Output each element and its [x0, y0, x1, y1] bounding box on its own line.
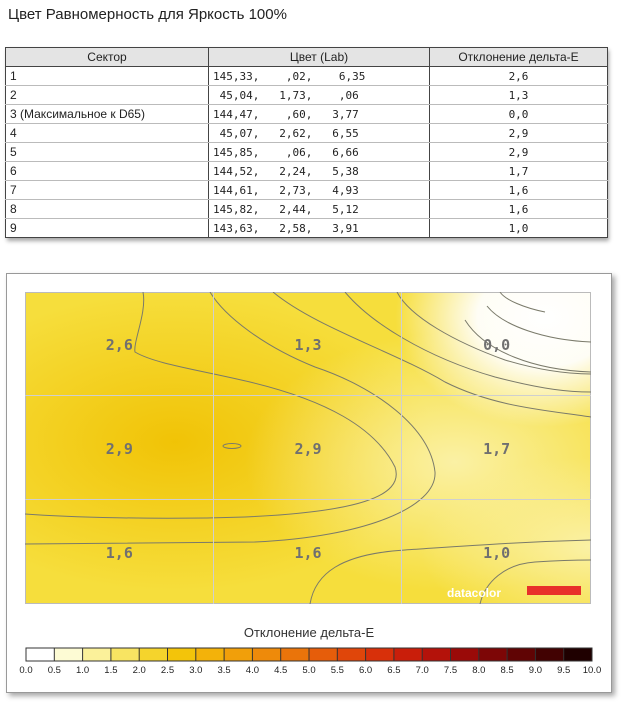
lab-cell: 45,04, 1,73, ,06	[209, 86, 430, 105]
legend-swatch	[196, 648, 225, 661]
sector-cell: 8	[6, 200, 209, 219]
cell-label: 1,3	[294, 336, 322, 354]
legend-tick-label: 5.0	[302, 665, 316, 676]
legend-tick-label: 3.5	[217, 665, 231, 676]
cell-label: 1,7	[483, 440, 511, 458]
sector-cell: 3 (Максимальное к D65)	[6, 105, 209, 124]
cell-label: 1,6	[294, 544, 322, 562]
cell-label: 2,9	[294, 440, 322, 458]
legend-title: Отклонение дельта-E	[243, 625, 375, 640]
legend-tick-label: 0.0	[19, 665, 33, 676]
sector-cell: 1	[6, 67, 209, 86]
table-row	[6, 143, 608, 162]
table-row	[6, 219, 608, 238]
legend-tick-label: 8.0	[472, 665, 486, 676]
lab-cell: 145,82, 2,44, 5,12	[209, 200, 430, 219]
legend-swatch	[252, 648, 281, 661]
lab-cell: 144,61, 2,73, 4,93	[209, 181, 430, 200]
cell-label: 0,0	[483, 336, 511, 354]
lab-cell: 45,07, 2,62, 6,55	[209, 124, 430, 143]
legend-tick-label: 1.5	[104, 665, 118, 676]
legend-tick-label: 9.5	[557, 665, 571, 676]
lab-cell: 143,63, 2,58, 3,91	[209, 219, 430, 238]
legend-swatch	[54, 648, 83, 661]
sector-cell: 4	[6, 124, 209, 143]
legend-swatch	[451, 648, 480, 661]
delta-e-cell: 1,6	[430, 181, 608, 200]
page-title: Цвет Равномерность для Яркость 100%	[8, 6, 287, 23]
delta-e-cell: 2,9	[430, 143, 608, 162]
cell-label: 1,0	[483, 544, 511, 562]
uniformity-chart-frame	[6, 273, 612, 693]
legend-swatch	[224, 648, 253, 661]
header-lab: Цвет (Lab)	[209, 48, 430, 67]
delta-e-cell: 1,3	[430, 86, 608, 105]
legend-tick-label: 2.0	[132, 665, 146, 676]
legend-tick-label: 9.0	[528, 665, 543, 676]
sector-cell: 7	[6, 181, 209, 200]
uniformity-heatmap	[25, 292, 591, 604]
legend-swatch	[337, 648, 366, 661]
legend-tick-label: 7.5	[443, 665, 458, 676]
legend-tick-label: 4.5	[274, 665, 288, 676]
delta-e-cell: 1,6	[430, 200, 608, 219]
legend-tick-label: 0.5	[47, 665, 61, 676]
legend-tick-label: 3.0	[189, 665, 203, 676]
lab-cell: 144,47, ,60, 3,77	[209, 105, 430, 124]
delta-e-cell: 2,6	[430, 67, 608, 86]
legend-tick-label: 6.5	[387, 665, 401, 676]
legend-swatch	[168, 648, 197, 661]
table-row	[6, 181, 608, 200]
legend-swatch	[309, 648, 338, 661]
legend-swatch	[111, 648, 140, 661]
sector-cell: 2	[6, 86, 209, 105]
legend-swatch	[479, 648, 508, 661]
table-row	[6, 105, 608, 124]
legend-tick-label: 10.0	[582, 665, 602, 676]
lab-cell: 144,52, 2,24, 5,38	[209, 162, 430, 181]
sector-cell: 9	[6, 219, 209, 238]
lab-cell: 145,85, ,06, 6,66	[209, 143, 430, 162]
table-row	[6, 200, 608, 219]
legend-tick-label: 4.0	[245, 665, 260, 676]
legend-swatch	[83, 648, 112, 661]
legend-swatch	[535, 648, 564, 661]
sector-cell: 6	[6, 162, 209, 181]
uniformity-table-container	[5, 47, 607, 238]
cell-label: 2,6	[105, 336, 133, 354]
svg-text:datacolor: datacolor	[447, 586, 502, 600]
cell-label: 2,9	[105, 440, 133, 458]
legend-tick-label: 1.0	[75, 665, 90, 676]
legend-swatch	[139, 648, 168, 661]
header-sector: Сектор	[6, 48, 209, 67]
delta-e-cell: 2,9	[430, 124, 608, 143]
legend-swatch	[26, 648, 55, 661]
legend-swatch	[507, 648, 536, 661]
delta-e-cell: 0,0	[430, 105, 608, 124]
legend-swatch	[564, 648, 593, 661]
uniformity-table	[5, 47, 608, 238]
table-row	[6, 86, 608, 105]
table-row	[6, 124, 608, 143]
legend-swatch	[366, 648, 395, 661]
header-delta-e: Отклонение дельта-Е	[430, 48, 608, 67]
delta-e-cell: 1,7	[430, 162, 608, 181]
table-header-row	[6, 48, 608, 67]
legend-tick-label: 7.0	[415, 665, 429, 676]
legend-swatch	[422, 648, 451, 661]
datacolor-red-bar	[527, 586, 581, 595]
legend-swatch	[281, 648, 310, 661]
sector-cell: 5	[6, 143, 209, 162]
legend-tick-label: 2.5	[160, 665, 175, 676]
delta-e-cell: 1,0	[430, 219, 608, 238]
legend-tick-label: 5.5	[330, 665, 344, 676]
cell-label: 1,6	[105, 544, 133, 562]
lab-cell: 145,33, ,02, 6,35	[209, 67, 430, 86]
table-row	[6, 67, 608, 86]
legend-swatch	[394, 648, 423, 661]
table-row	[6, 162, 608, 181]
color-legend	[7, 643, 611, 683]
legend-tick-label: 6.0	[358, 665, 373, 676]
legend-tick-label: 8.5	[500, 665, 514, 676]
